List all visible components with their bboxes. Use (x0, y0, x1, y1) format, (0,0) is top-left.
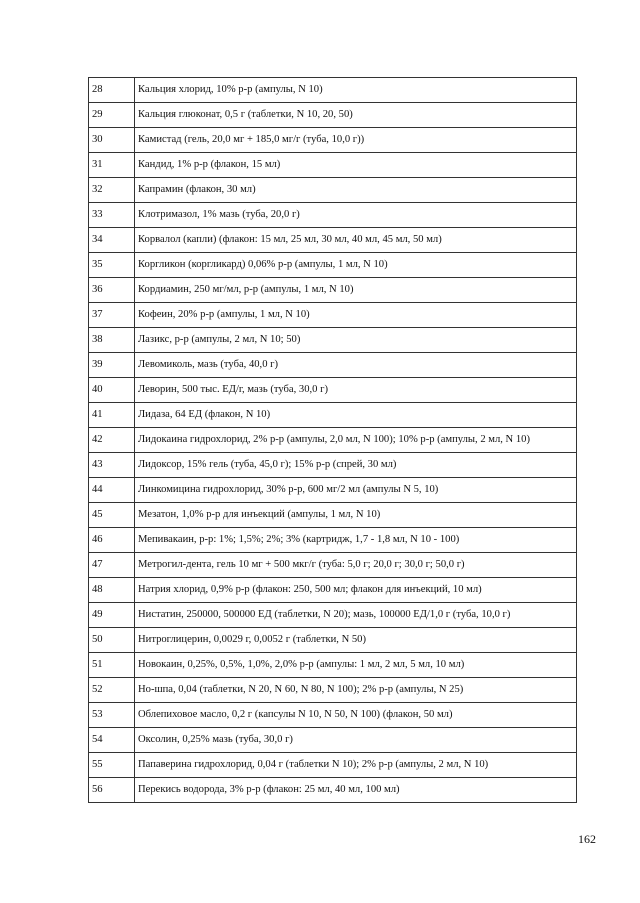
row-number: 34 (89, 228, 135, 253)
row-number: 51 (89, 653, 135, 678)
table-row (89, 103, 577, 128)
table-row (89, 653, 577, 678)
table-row (89, 278, 577, 303)
row-number: 52 (89, 678, 135, 703)
row-number: 47 (89, 553, 135, 578)
medication-name: Новокаин, 0,25%, 0,5%, 1,0%, 2,0% р-р (ампулы: 1 мл, 2 мл, 5 мл, 10 мл) (135, 653, 577, 678)
row-number: 48 (89, 578, 135, 603)
medication-name: Капрамин (флакон, 30 мл) (135, 178, 577, 203)
row-number: 49 (89, 603, 135, 628)
table-row (89, 403, 577, 428)
medication-name: Клотримазол, 1% мазь (туба, 20,0 г) (135, 203, 577, 228)
row-number: 42 (89, 428, 135, 453)
medication-name: Нистатин, 250000, 500000 ЕД (таблетки, N 20); мазь, 100000 ЕД/1,0 г (туба, 10,0 г) (135, 603, 577, 628)
table-row (89, 78, 577, 103)
table-row (89, 478, 577, 503)
medication-name: Мепивакаин, р-р: 1%; 1,5%; 2%; 3% (картридж, 1,7 - 1,8 мл, N 10 - 100) (135, 528, 577, 553)
row-number: 29 (89, 103, 135, 128)
row-number: 43 (89, 453, 135, 478)
row-number: 56 (89, 778, 135, 803)
table-row (89, 128, 577, 153)
medication-name: Корвалол (капли) (флакон: 15 мл, 25 мл, 30 мл, 40 мл, 45 мл, 50 мл) (135, 228, 577, 253)
table-row (89, 303, 577, 328)
medication-name: Папаверина гидрохлорид, 0,04 г (таблетки N 10); 2% р-р (ампулы, 2 мл, N 10) (135, 753, 577, 778)
table-row (89, 378, 577, 403)
table-row (89, 628, 577, 653)
row-number: 32 (89, 178, 135, 203)
row-number: 40 (89, 378, 135, 403)
medication-name: Метрогил-дента, гель 10 мг + 500 мкг/г (туба: 5,0 г; 20,0 г; 30,0 г; 50,0 г) (135, 553, 577, 578)
medication-name: Коргликон (коргликард) 0,06% р-р (ампулы, 1 мл, N 10) (135, 253, 577, 278)
table-row (89, 203, 577, 228)
medication-name: Кофеин, 20% р-р (ампулы, 1 мл, N 10) (135, 303, 577, 328)
row-number: 55 (89, 753, 135, 778)
row-number: 28 (89, 78, 135, 103)
medication-name: Лидокаина гидрохлорид, 2% р-р (ампулы, 2,0 мл, N 100); 10% р-р (ампулы, 2 мл, N 10) (135, 428, 577, 453)
medication-name: Мезатон, 1,0% р-р для инъекций (ампулы, 1 мл, N 10) (135, 503, 577, 528)
medication-name: Леворин, 500 тыс. ЕД/г, мазь (туба, 30,0 г) (135, 378, 577, 403)
row-number: 36 (89, 278, 135, 303)
medication-name: Камистад (гель, 20,0 мг + 185,0 мг/г (туба, 10,0 г)) (135, 128, 577, 153)
table-row (89, 703, 577, 728)
medication-name: Кальция глюконат, 0,5 г (таблетки, N 10, 20, 50) (135, 103, 577, 128)
row-number: 39 (89, 353, 135, 378)
row-number: 50 (89, 628, 135, 653)
medication-name: Кандид, 1% р-р (флакон, 15 мл) (135, 153, 577, 178)
table-row (89, 578, 577, 603)
row-number: 45 (89, 503, 135, 528)
table-row (89, 603, 577, 628)
medication-table-body (89, 78, 577, 803)
medication-name: Левомиколь, мазь (туба, 40,0 г) (135, 353, 577, 378)
medication-name: Лазикс, р-р (ампулы, 2 мл, N 10; 50) (135, 328, 577, 353)
table-row (89, 528, 577, 553)
row-number: 30 (89, 128, 135, 153)
row-number: 53 (89, 703, 135, 728)
row-number: 54 (89, 728, 135, 753)
table-row (89, 178, 577, 203)
medication-name: Перекись водорода, 3% р-р (флакон: 25 мл, 40 мл, 100 мл) (135, 778, 577, 803)
row-number: 37 (89, 303, 135, 328)
table-row (89, 453, 577, 478)
medication-name: Кальция хлорид, 10% р-р (ампулы, N 10) (135, 78, 577, 103)
row-number: 38 (89, 328, 135, 353)
medication-name: Лидаза, 64 ЕД (флакон, N 10) (135, 403, 577, 428)
table-row (89, 553, 577, 578)
table-row (89, 503, 577, 528)
table-row (89, 728, 577, 753)
table-row (89, 228, 577, 253)
medication-name: Кордиамин, 250 мг/мл, р-р (ампулы, 1 мл, N 10) (135, 278, 577, 303)
row-number: 46 (89, 528, 135, 553)
medication-name: Нитроглицерин, 0,0029 г, 0,0052 г (таблетки, N 50) (135, 628, 577, 653)
medication-table (88, 77, 577, 803)
medication-name: Но-шпа, 0,04 (таблетки, N 20, N 60, N 80, N 100); 2% р-р (ампулы, N 25) (135, 678, 577, 703)
row-number: 31 (89, 153, 135, 178)
table-row (89, 328, 577, 353)
table-row (89, 753, 577, 778)
row-number: 44 (89, 478, 135, 503)
table-row (89, 428, 577, 453)
medication-name: Натрия хлорид, 0,9% р-р (флакон: 250, 500 мл; флакон для инъекций, 10 мл) (135, 578, 577, 603)
medication-name: Облепиховое масло, 0,2 г (капсулы N 10, N 50, N 100) (флакон, 50 мл) (135, 703, 577, 728)
table-row (89, 153, 577, 178)
medication-name: Линкомицина гидрохлорид, 30% р-р, 600 мг/2 мл (ампулы N 5, 10) (135, 478, 577, 503)
row-number: 35 (89, 253, 135, 278)
medication-name: Оксолин, 0,25% мазь (туба, 30,0 г) (135, 728, 577, 753)
medication-name: Лидоксор, 15% гель (туба, 45,0 г); 15% р-р (спрей, 30 мл) (135, 453, 577, 478)
row-number: 33 (89, 203, 135, 228)
row-number: 41 (89, 403, 135, 428)
table-row (89, 253, 577, 278)
table-row (89, 353, 577, 378)
table-row (89, 778, 577, 803)
page-number: 162 (578, 832, 596, 846)
table-row (89, 678, 577, 703)
